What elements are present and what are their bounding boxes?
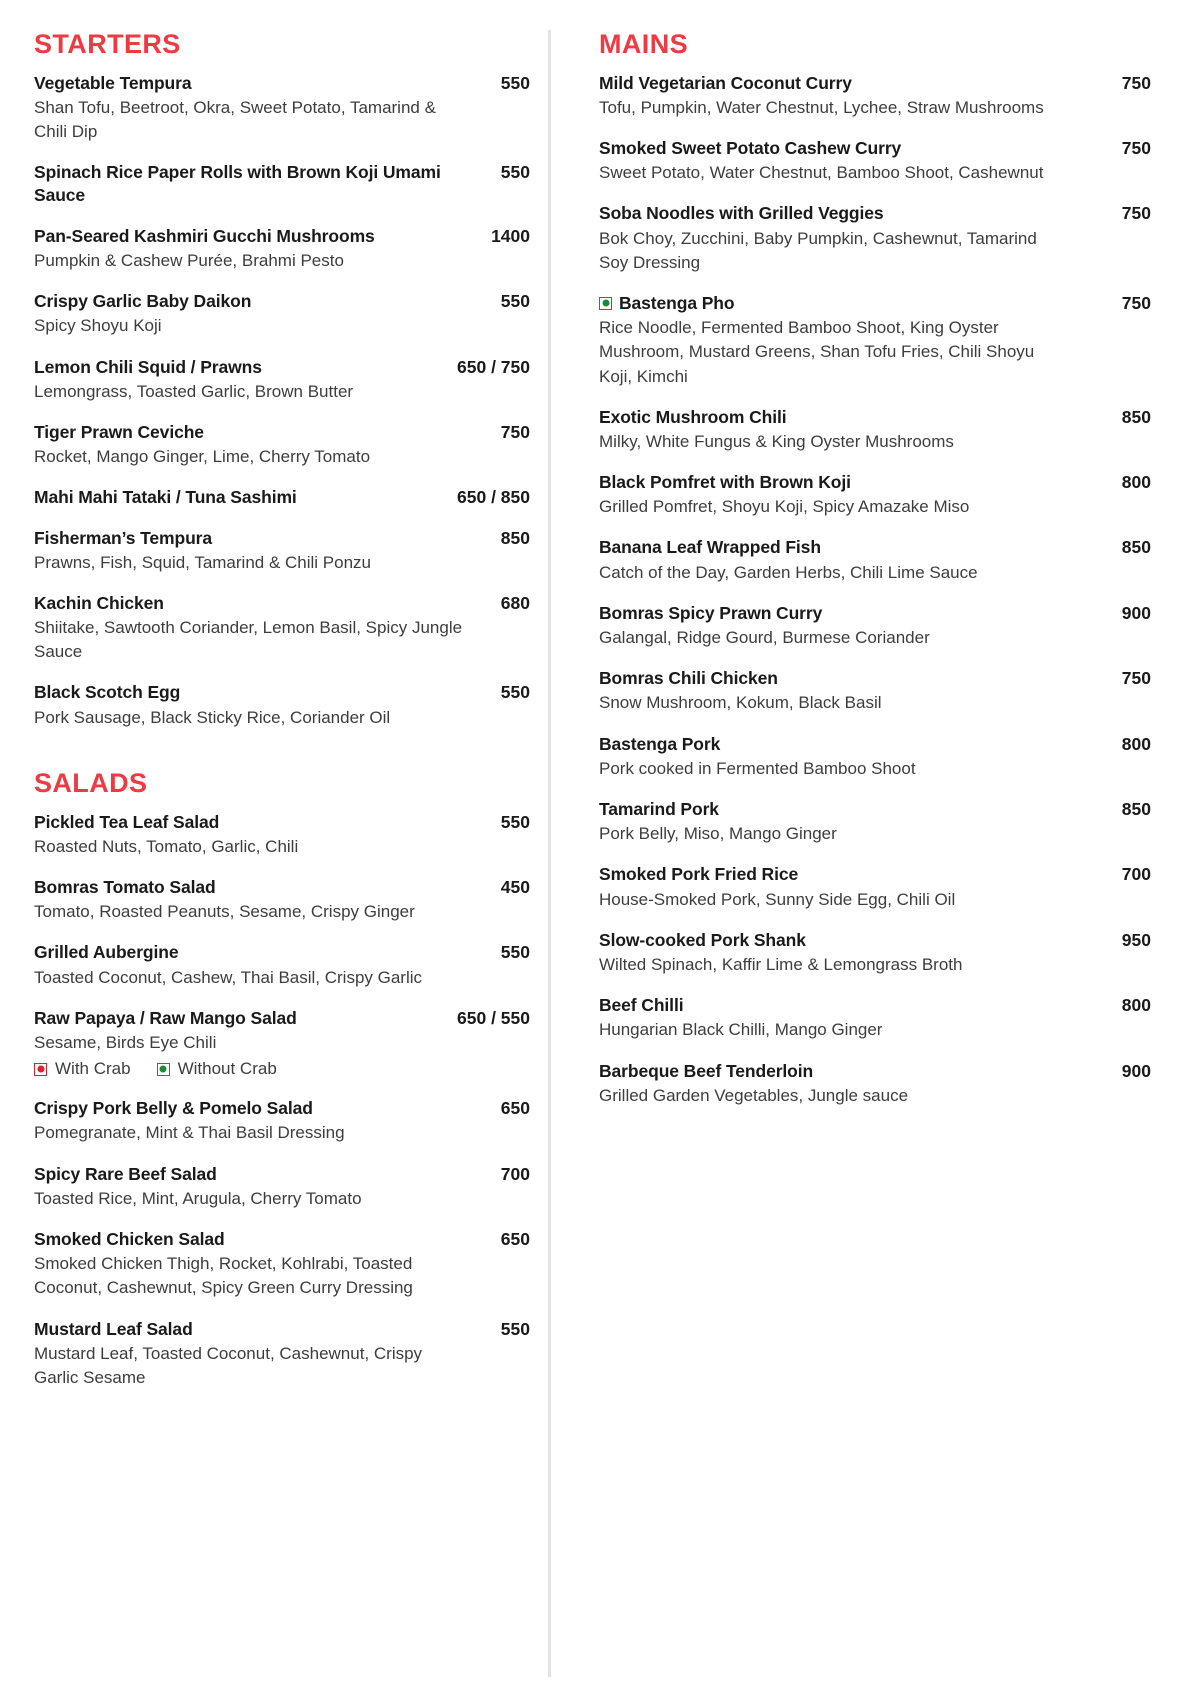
menu-item-name-text: Spicy Rare Beef Salad bbox=[34, 1163, 217, 1184]
menu-item-description: House-Smoked Pork, Sunny Side Egg, Chili Oil bbox=[599, 889, 956, 909]
menu-item-header bbox=[599, 406, 1151, 429]
menu-item-price: 650 / 550 bbox=[457, 1007, 530, 1028]
menu-item-name bbox=[599, 929, 1112, 952]
menu-item-name-text: Pickled Tea Leaf Salad bbox=[34, 811, 220, 832]
menu-item-name bbox=[34, 527, 491, 550]
menu-item-name bbox=[599, 471, 1112, 494]
section-heading-mains: MAINS bbox=[599, 29, 688, 59]
menu-item[interactable] bbox=[34, 811, 530, 859]
menu-item-description: Spicy Shoyu Koji bbox=[34, 316, 162, 336]
menu-item-header bbox=[34, 1163, 530, 1186]
menu-item-description: Grilled Pomfret, Shoyu Koji, Spicy Amazake Miso bbox=[599, 497, 970, 517]
menu-item[interactable] bbox=[34, 876, 530, 924]
menu-item-price: 750 bbox=[1121, 72, 1151, 93]
menu-item-name-text: Slow-cooked Pork Shank bbox=[599, 929, 806, 950]
menu-item-name-text: Bomras Chili Chicken bbox=[599, 668, 778, 689]
menu-item-name bbox=[599, 667, 1112, 690]
menu-item-description: Roasted Nuts, Tomato, Garlic, Chili bbox=[34, 836, 299, 856]
menu-item-description: Snow Mushroom, Kokum, Black Basil bbox=[599, 693, 882, 713]
menu-item-header bbox=[599, 471, 1151, 494]
menu-item-name bbox=[34, 72, 491, 95]
menu-item-name-text: Tiger Prawn Ceviche bbox=[34, 421, 204, 442]
menu-item-description: Milky, White Fungus & King Oyster Mushrooms bbox=[599, 431, 954, 451]
menu-item[interactable] bbox=[599, 1060, 1151, 1108]
menu-item-header bbox=[599, 602, 1151, 625]
menu-item-name-text: Exotic Mushroom Chili bbox=[599, 406, 787, 427]
menu-item-name-text: Bastenga Pork bbox=[599, 733, 721, 754]
veg-indicator-icon bbox=[157, 1063, 170, 1076]
menu-item-name-text: Black Scotch Egg bbox=[34, 682, 181, 703]
menu-item-description: Pork Sausage, Black Sticky Rice, Coriander Oil bbox=[34, 707, 391, 727]
menu-item[interactable] bbox=[34, 161, 530, 208]
menu-item-header bbox=[599, 72, 1151, 95]
menu-item-header bbox=[599, 292, 1151, 315]
menu-item-price: 950 bbox=[1121, 929, 1151, 950]
menu-item-description: Toasted Rice, Mint, Arugula, Cherry Tomato bbox=[34, 1188, 362, 1208]
menu-item-name bbox=[599, 798, 1112, 821]
menu-item-name bbox=[34, 421, 491, 444]
menu-item-description: Pomegranate, Mint & Thai Basil Dressing bbox=[34, 1123, 345, 1143]
menu-item-price: 800 bbox=[1121, 733, 1151, 754]
menu-item[interactable] bbox=[34, 1163, 530, 1211]
menu-item-description: Grilled Garden Vegetables, Jungle sauce bbox=[599, 1085, 909, 1105]
menu-item-description: Prawns, Fish, Squid, Tamarind & Chili Ponzu bbox=[34, 552, 372, 572]
menu-item[interactable] bbox=[34, 225, 530, 273]
menu-item[interactable] bbox=[34, 1318, 530, 1391]
menu-item-header bbox=[599, 536, 1151, 559]
menu-item[interactable] bbox=[599, 798, 1151, 846]
menu-item-description: Bok Choy, Zucchini, Baby Pumpkin, Cashewnut, Tamarind Soy Dressing bbox=[599, 228, 1037, 272]
menu-item-name bbox=[34, 225, 481, 248]
menu-item[interactable] bbox=[599, 137, 1151, 185]
menu-item[interactable] bbox=[34, 1228, 530, 1301]
menu-item-header bbox=[599, 1060, 1151, 1083]
menu-item-price: 550 bbox=[500, 291, 530, 312]
menu-item-name-text: Vegetable Tempura bbox=[34, 72, 192, 93]
menu-item-name bbox=[34, 811, 491, 834]
menu-item-name bbox=[34, 681, 491, 704]
menu-item-name bbox=[599, 202, 1112, 225]
menu-item[interactable] bbox=[599, 733, 1151, 781]
menu-item-options bbox=[34, 1058, 530, 1080]
menu-item[interactable] bbox=[599, 202, 1151, 275]
menu-item-name-text: Soba Noodles with Grilled Veggies bbox=[599, 203, 884, 224]
menu-item-description: Wilted Spinach, Kaffir Lime & Lemongrass Broth bbox=[599, 955, 963, 975]
menu-item-price: 800 bbox=[1121, 472, 1151, 493]
menu-item[interactable] bbox=[599, 994, 1151, 1042]
menu-item-price: 750 bbox=[1121, 138, 1151, 159]
menu-item-header bbox=[599, 667, 1151, 690]
menu-item-name bbox=[599, 137, 1112, 160]
menu-item-header bbox=[34, 72, 530, 95]
menu-item[interactable] bbox=[34, 486, 530, 509]
menu-item-name bbox=[599, 863, 1112, 886]
menu-item-description: Rocket, Mango Ginger, Lime, Cherry Tomato bbox=[34, 447, 371, 467]
menu-item-name-text: Bomras Spicy Prawn Curry bbox=[599, 602, 823, 623]
menu-item-header bbox=[34, 681, 530, 704]
menu-item-description: Sweet Potato, Water Chestnut, Bamboo Shoot, Cashewnut bbox=[599, 163, 1044, 183]
menu-item-description: Lemongrass, Toasted Garlic, Brown Butter bbox=[34, 381, 354, 401]
menu-item-price: 750 bbox=[500, 421, 530, 442]
menu-item[interactable] bbox=[34, 1007, 530, 1080]
menu-item-description: Shiitake, Sawtooth Coriander, Lemon Basil, Spicy Jungle Sauce bbox=[34, 618, 463, 662]
menu-item-name bbox=[599, 406, 1112, 429]
menu-item-price: 650 bbox=[500, 1098, 530, 1119]
menu-item-price: 850 bbox=[1121, 798, 1151, 819]
menu-item-price: 850 bbox=[500, 527, 530, 548]
menu-item[interactable] bbox=[599, 406, 1151, 454]
menu-item-price: 550 bbox=[500, 682, 530, 703]
non-veg-indicator-icon bbox=[34, 1063, 47, 1076]
menu-item-price: 650 / 850 bbox=[457, 487, 530, 508]
menu-item-name-text: Spinach Rice Paper Rolls with Brown Koji Umami Sauce bbox=[34, 162, 441, 206]
menu-item-price: 650 / 750 bbox=[457, 356, 530, 377]
menu-item-description: Sesame, Birds Eye Chili bbox=[34, 1032, 217, 1052]
menu-item-name bbox=[599, 1060, 1112, 1083]
menu-item[interactable] bbox=[599, 471, 1151, 519]
menu-item-name-text: Bastenga Pho bbox=[619, 292, 735, 313]
menu-column-right bbox=[551, 30, 1151, 1677]
veg-indicator-icon bbox=[599, 297, 612, 310]
menu-item-price: 680 bbox=[500, 592, 530, 613]
menu-item-price: 1400 bbox=[491, 225, 530, 246]
menu-item-description: Pumpkin & Cashew Purée, Brahmi Pesto bbox=[34, 251, 344, 270]
menu-item-name bbox=[599, 733, 1112, 756]
menu-item-name-text: Smoked Pork Fried Rice bbox=[599, 864, 799, 885]
menu-item-name bbox=[599, 994, 1112, 1017]
menu-item-price: 700 bbox=[500, 1163, 530, 1184]
menu-item-name-text: Fisherman’s Tempura bbox=[34, 527, 213, 548]
menu-item-header bbox=[599, 202, 1151, 225]
menu-item[interactable] bbox=[34, 356, 530, 404]
menu-item-name bbox=[34, 1228, 491, 1251]
menu-item-description: Smoked Chicken Thigh, Rocket, Kohlrabi, Toasted Coconut, Cashewnut, Spicy Green Curry Dressing bbox=[34, 1254, 413, 1298]
menu-item-header bbox=[599, 798, 1151, 821]
menu-item-option[interactable] bbox=[34, 1058, 131, 1080]
menu-item-price: 550 bbox=[500, 162, 530, 183]
menu-item-header bbox=[34, 161, 530, 208]
menu-item[interactable] bbox=[34, 1097, 530, 1145]
menu-item-header bbox=[34, 876, 530, 899]
menu-item-name bbox=[34, 161, 491, 208]
menu-item-header bbox=[34, 1318, 530, 1341]
menu-item-name-text: Crispy Pork Belly & Pomelo Salad bbox=[34, 1098, 313, 1119]
menu-item-header bbox=[34, 225, 530, 248]
menu-item[interactable] bbox=[599, 863, 1151, 911]
menu-item-name-text: Beef Chilli bbox=[599, 995, 684, 1016]
menu-item-name bbox=[599, 602, 1112, 625]
menu-item-name-text: Mustard Leaf Salad bbox=[34, 1318, 193, 1339]
section-heading-salads: SALADS bbox=[34, 767, 148, 798]
menu-item-name bbox=[34, 290, 491, 313]
menu-item-description: Toasted Coconut, Cashew, Thai Basil, Crispy Garlic bbox=[34, 967, 423, 987]
menu-item-description: Pork cooked in Fermented Bamboo Shoot bbox=[599, 758, 916, 778]
menu-item-price: 550 bbox=[500, 811, 530, 832]
menu-item-header bbox=[34, 486, 530, 509]
menu-item-header bbox=[34, 1097, 530, 1120]
menu-item-header bbox=[599, 137, 1151, 160]
menu-item-price: 550 bbox=[500, 1318, 530, 1339]
menu-item-price: 750 bbox=[1121, 668, 1151, 689]
menu-item-header bbox=[599, 929, 1151, 952]
menu-item-name-text: Crispy Garlic Baby Daikon bbox=[34, 291, 252, 312]
menu-item[interactable] bbox=[34, 681, 530, 729]
menu-item-header bbox=[599, 994, 1151, 1017]
menu-item-name-text: Raw Papaya / Raw Mango Salad bbox=[34, 1007, 297, 1028]
menu-item[interactable] bbox=[599, 602, 1151, 650]
menu-item[interactable] bbox=[34, 592, 530, 665]
menu-item-name-text: Mahi Mahi Tataki / Tuna Sashimi bbox=[34, 487, 297, 508]
menu-item-name-text: Grilled Aubergine bbox=[34, 942, 179, 963]
menu-item-name-text: Smoked Chicken Salad bbox=[34, 1228, 225, 1249]
menu-item-price: 650 bbox=[500, 1228, 530, 1249]
menu-item-name bbox=[34, 1097, 491, 1120]
menu-item-name bbox=[34, 356, 447, 379]
menu-item-header bbox=[34, 421, 530, 444]
menu-item-price: 850 bbox=[1121, 406, 1151, 427]
menu-item-name-text: Barbeque Beef Tenderloin bbox=[599, 1060, 814, 1081]
menu-item-price: 550 bbox=[500, 72, 530, 93]
menu-item[interactable] bbox=[599, 536, 1151, 584]
menu-item-description: Tomato, Roasted Peanuts, Sesame, Crispy Ginger bbox=[34, 902, 415, 922]
menu-item[interactable] bbox=[599, 667, 1151, 715]
menu-item-header bbox=[34, 527, 530, 550]
menu-item[interactable] bbox=[34, 941, 530, 989]
menu-item-description: Hungarian Black Chilli, Mango Ginger bbox=[599, 1020, 883, 1040]
menu-item-header bbox=[34, 1228, 530, 1251]
menu-item-header bbox=[599, 863, 1151, 886]
menu-item-name-text: Mild Vegetarian Coconut Curry bbox=[599, 72, 852, 93]
menu-item-price: 750 bbox=[1121, 203, 1151, 224]
menu-item-description: Rice Noodle, Fermented Bamboo Shoot, King Oyster Mushroom, Mustard Greens, Shan Tofu Fries, Chili Shoyu Koji, Kimchi bbox=[599, 318, 1035, 386]
menu-item-name-text: Tamarind Pork bbox=[599, 798, 719, 819]
menu-item-header bbox=[599, 733, 1151, 756]
menu-item-name bbox=[34, 941, 491, 964]
menu-item-header bbox=[34, 811, 530, 834]
menu-item[interactable] bbox=[599, 72, 1151, 120]
menu-item-header bbox=[34, 356, 530, 379]
menu-item-description: Galangal, Ridge Gourd, Burmese Coriander bbox=[599, 628, 930, 648]
menu-item-description: Tofu, Pumpkin, Water Chestnut, Lychee, Straw Mushrooms bbox=[599, 97, 1044, 117]
menu-item[interactable] bbox=[599, 929, 1151, 977]
menu-item-price: 550 bbox=[500, 942, 530, 963]
menu-item-description: Pork Belly, Miso, Mango Ginger bbox=[599, 824, 837, 844]
menu-item-name bbox=[34, 592, 491, 615]
menu-item-header bbox=[34, 1007, 530, 1030]
menu-item-name bbox=[599, 292, 1112, 315]
menu-item-price: 900 bbox=[1121, 602, 1151, 623]
menu-item-price: 900 bbox=[1121, 1060, 1151, 1081]
menu-item-name bbox=[34, 1318, 491, 1341]
menu-item[interactable] bbox=[34, 527, 530, 575]
menu-item-name-text: Bomras Tomato Salad bbox=[34, 876, 216, 897]
menu-item-name-text: Black Pomfret with Brown Koji bbox=[599, 472, 851, 493]
menu-item-description: Mustard Leaf, Toasted Coconut, Cashewnut, Crispy Garlic Sesame bbox=[34, 1343, 423, 1387]
menu-item-name bbox=[34, 876, 491, 899]
menu-item-price: 750 bbox=[1121, 292, 1151, 313]
menu-item-name-text: Smoked Sweet Potato Cashew Curry bbox=[599, 138, 902, 159]
menu-item-option[interactable] bbox=[157, 1058, 277, 1080]
menu-item[interactable] bbox=[599, 292, 1151, 389]
menu-item-name-text: Lemon Chili Squid / Prawns bbox=[34, 356, 262, 377]
menu-item-option-label: With Crab bbox=[55, 1059, 131, 1079]
menu-item-name bbox=[34, 1007, 447, 1030]
menu-item-name bbox=[599, 72, 1112, 95]
menu-item-price: 700 bbox=[1121, 864, 1151, 885]
menu-item-option-label: Without Crab bbox=[177, 1059, 277, 1079]
menu-item[interactable] bbox=[34, 290, 530, 338]
menu-item-description: Shan Tofu, Beetroot, Okra, Sweet Potato, Tamarind & Chili Dip bbox=[34, 97, 436, 142]
menu-item[interactable] bbox=[34, 421, 530, 469]
menu-item-name-text: Kachin Chicken bbox=[34, 592, 164, 613]
menu-item-name-text: Banana Leaf Wrapped Fish bbox=[599, 537, 821, 558]
menu-item-name bbox=[34, 486, 447, 509]
menu-item-header bbox=[34, 941, 530, 964]
menu-item-name-text: Pan-Seared Kashmiri Gucchi Mushrooms bbox=[34, 225, 375, 246]
menu-item-price: 450 bbox=[500, 876, 530, 897]
menu-item-header bbox=[34, 290, 530, 313]
menu-item[interactable] bbox=[34, 72, 530, 145]
menu-column-left bbox=[34, 30, 542, 1677]
menu-item-price: 850 bbox=[1121, 537, 1151, 558]
menu-item-name bbox=[599, 536, 1112, 559]
menu-item-price: 800 bbox=[1121, 995, 1151, 1016]
menu-item-name bbox=[34, 1163, 491, 1186]
menu-item-description: Catch of the Day, Garden Herbs, Chili Lime Sauce bbox=[599, 562, 978, 582]
section-heading-starters: STARTERS bbox=[34, 29, 181, 59]
menu-item-header bbox=[34, 592, 530, 615]
